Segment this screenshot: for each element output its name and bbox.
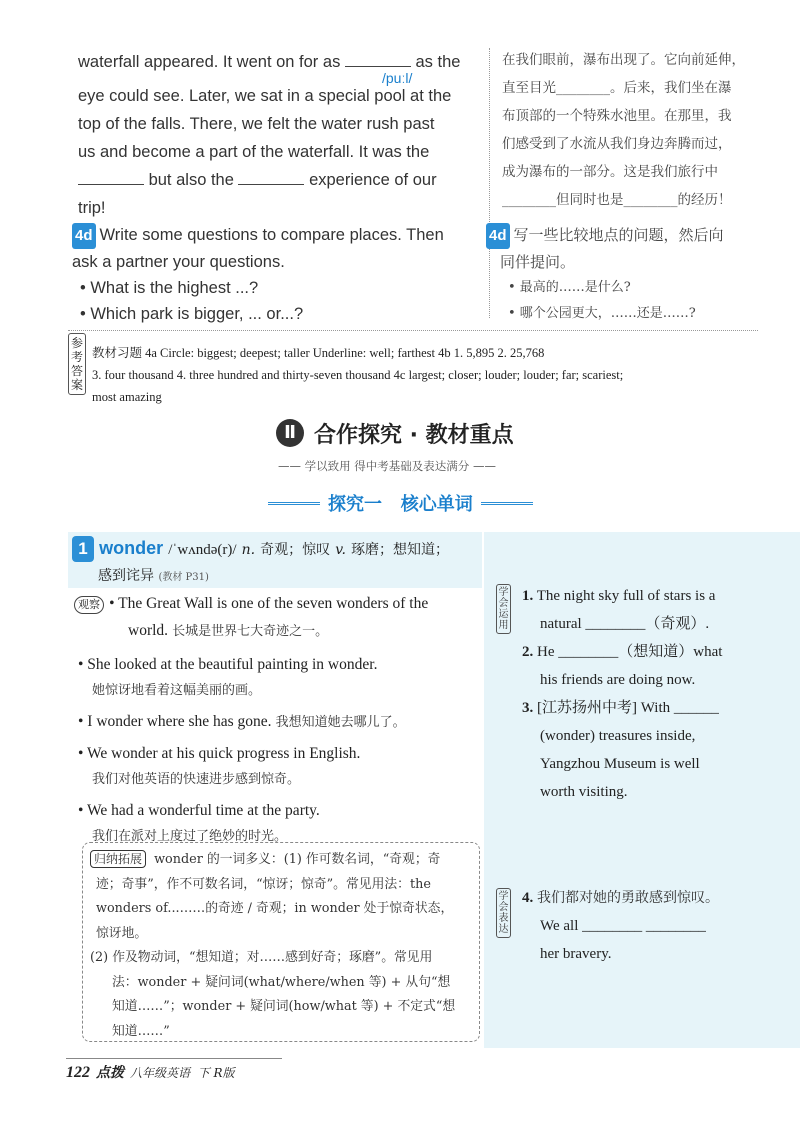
section-heading: [276, 418, 514, 448]
task-4d-bullet: • What is the highest ...?: [80, 279, 259, 297]
answers-side-label: 参考答案: [68, 333, 86, 395]
example-5: • We had a wonderful time at the party. 我们在派对上度过了绝妙的时光。: [78, 802, 320, 844]
observe-label: 观察: [74, 596, 104, 614]
section-roman-badge: Ⅱ: [276, 419, 304, 447]
subsection-heading: [268, 490, 533, 516]
reading-translation: [502, 46, 752, 214]
reading-line-2: eye could see. Later, we sat in a special pool at the: [78, 87, 452, 105]
footer: [66, 1062, 234, 1082]
subsection-title: 探究一 核心单词: [328, 494, 473, 515]
cn-line-4: 们感受到了水流从我们身边奔腾而过，: [502, 136, 732, 152]
example-3: • I wonder where she has gone. 我想知道她去哪儿了。: [78, 713, 406, 730]
summary-text: 归纳拓展 wonder 的一词多义：(1) 作可数名词，“奇观；奇 迹；奇事”，作不可数名词，“惊讶；惊奇”。常见用法：the wonders of...……的奇迹 / 奇观；in wonder 处于惊奇状态， 惊讶地。 (2) 作及物动词，“想知道；对……感到好奇；琢磨”。常见用 法：wonder + 疑问词(what/where/when 等) + 从句“想 知道……”；wonder + 疑问词(how/what 等) + 不定式“想 知道……”: [90, 852, 456, 1039]
answers-line-2: 3. four thousand 4. three hundred and thirty-seven thousand 4c largest; closer; louder; louder; far; scariest;: [92, 368, 624, 382]
task-4d-cn-tag: 4d: [486, 223, 510, 249]
answers-line-1: 教材习题 4a Circle: biggest; deepest; taller Underline: well; farthest 4b 1. 5,895 2. 25,768: [92, 346, 545, 360]
cn-line-3: 布顶部的一个特殊水池里。在那里，我: [502, 108, 732, 124]
phonetic-note: /puːl/: [382, 70, 413, 86]
word-number: 1: [72, 536, 94, 562]
exercise-list: [522, 582, 782, 806]
exercise-2: 2. He ________（想知道）what his friends are doing now.: [522, 644, 723, 688]
task-4d-en: 4d Write some questions to compare places. Then ask a partner your questions. • What is the highest ...? • Which park is bigger, ... or...?: [72, 222, 482, 327]
express-tag: 学会表达: [496, 888, 511, 938]
example-1: 观察 • The Great Wall is one of the seven wonders of the world. 长城是世界七大奇迹之一。: [74, 590, 484, 645]
word-headword: wonder: [99, 538, 164, 558]
footer-rule: [66, 1058, 282, 1059]
task-4d-tag: 4d: [72, 223, 96, 249]
answers-line-3: most amazing: [92, 390, 162, 404]
summary-label: 归纳拓展: [90, 850, 146, 868]
task-4d-cn: 4d 写一些比较地点的问题，然后向 同伴提问。 • 最高的……是什么? • 哪个公园更大，……还是……?: [486, 222, 756, 327]
word-phonetic: /ˈwʌndə(r)/: [168, 542, 237, 558]
exercise-3: 3. [江苏扬州中考] With ______ (wonder) treasures inside, Yangzhou Museum is well worth visiting.: [522, 700, 719, 800]
cn-line-2: 直至目光________。后来，我们坐在瀑: [502, 80, 732, 96]
reading-line-4: us and become a part of the waterfall. It was the: [78, 143, 430, 161]
task-4d-cn-bullet: • 最高的……是什么?: [508, 280, 631, 295]
section-subtitle: —— 学以致用 得中考基础及表达满分 ——: [278, 459, 496, 473]
cn-line-1: 在我们眼前，瀑布出现了。它向前延伸，: [502, 52, 745, 68]
cn-line-6: ________但同时也是________的经历！: [502, 192, 732, 208]
task-4d-cn-bullet: • 哪个公园更大，……还是……?: [508, 306, 696, 321]
reading-passage: [78, 48, 473, 222]
example-2: • She looked at the beautiful painting in wonder. 她惊讶地看着这幅美丽的画。: [78, 656, 378, 698]
example-4: • We wonder at his quick progress in English. 我们对他英语的快速进步感到惊奇。: [78, 745, 361, 787]
exercise-1: 1. The night sky full of stars is a natural ________（奇观）.: [522, 588, 716, 632]
reading-line-5: but also the experience of our: [78, 166, 473, 194]
subsection-rule-right: [481, 502, 533, 505]
reading-line-1: waterfall appeared. It went on for as as the: [78, 53, 461, 71]
answers-block: [92, 342, 772, 408]
answers-divider: [68, 330, 758, 331]
apply-tag: 学会运用: [496, 584, 511, 634]
examples-block: [74, 590, 484, 850]
page-number: 122: [66, 1064, 90, 1081]
reading-line-6: trip!: [78, 199, 106, 217]
word-header: 1 wonder /ˈwʌndə(r)/ n. 奇观；惊叹 v. 琢磨；想知道； 感到诧异 (教材 P31): [72, 535, 482, 591]
exercise-4: 4. 我们都对她的勇敢感到惊叹。 We all ________ ________ her bravery.: [522, 890, 719, 962]
brand-logo: 点拨: [96, 1065, 124, 1081]
section-title: 合作探究 · 教材重点: [314, 422, 514, 448]
book-title: 八年级英语 下 R版: [130, 1066, 235, 1080]
reading-line-3: top of the falls. There, we felt the water rush past: [78, 115, 435, 133]
task-4d-bullet: • Which park is bigger, ... or...?: [80, 305, 304, 323]
subsection-rule-left: [268, 502, 320, 505]
cn-line-5: 成为瀑布的一部分。这是我们旅行中: [502, 164, 718, 180]
